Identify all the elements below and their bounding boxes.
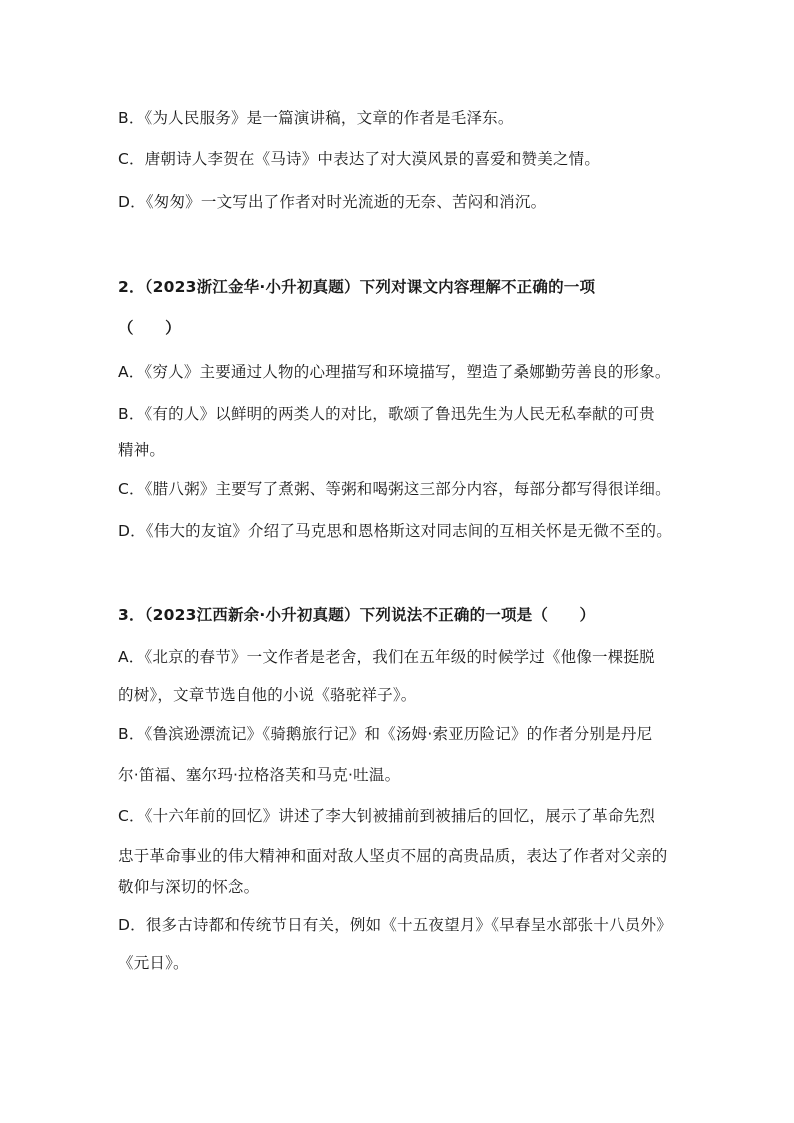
option-d-q3-line2: 《元日》。 <box>118 954 189 972</box>
option-b-q3-line2: 尔·笛福、塞尔玛·拉格洛芙和马克·吐温。 <box>118 766 401 784</box>
option-b-q2-line1: B．《有的人》以鲜明的两类人的对比，歌颂了鲁迅先生为人民无私奉献的可贵 <box>118 405 655 423</box>
option-a-q3-line2: 的树》，文章节选自他的小说《骆驼祥子》。 <box>118 686 417 704</box>
option-b-q2-line2: 精神。 <box>118 441 166 459</box>
option-d-q2: D．《伟大的友谊》介绍了马克思和恩格斯这对同志间的互相关怀是无微不至的。 <box>118 522 672 540</box>
option-c-q3-line2: 忠于革命事业的伟大精神和面对敌人坚贞不屈的高贵品质，表达了作者对父亲的 <box>118 847 668 865</box>
option-c-q3-line3: 敬仰与深切的怀念。 <box>118 878 260 896</box>
option-c-q1: C．唐朝诗人李贺在《马诗》中表达了对大漠风景的喜爱和赞美之情。 <box>118 150 601 168</box>
option-d-q1: D．《匆匆》一文写出了作者对时光流逝的无奈、苦闷和消沉。 <box>118 193 547 211</box>
option-b-q3-line1: B．《鲁滨逊漂流记》《骑鹅旅行记》和《汤姆·索亚历险记》的作者分别是丹尼 <box>118 725 653 743</box>
option-c-q2: C．《腊八粥》主要写了煮粥、等粥和喝粥这三部分内容，每部分都写得很详细。 <box>118 480 671 498</box>
option-c-q3-line1: C．《十六年前的回忆》讲述了李大钊被捕前到被捕后的回忆，展示了革命先烈 <box>118 807 656 825</box>
option-b-q1: B．《为人民服务》是一篇演讲稿，文章的作者是毛泽东。 <box>118 109 514 127</box>
option-a-q2: A．《穷人》主要通过人物的心理描写和环境描写，塑造了桑娜勤劳善良的形象。 <box>118 363 671 381</box>
question-2-answer-paren: （ ） <box>118 319 181 337</box>
question-3-title: 3．（2023江西新余·小升初真题）下列说法不正确的一项是（ ） <box>118 606 596 624</box>
option-a-q3-line1: A．《北京的春节》一文作者是老舍，我们在五年级的时候学过《他像一棵挺脱 <box>118 648 655 666</box>
question-2-title: 2．（2023浙江金华·小升初真题）下列对课文内容理解不正确的一项 <box>118 278 596 296</box>
option-d-q3-line1: D．很多古诗都和传统节日有关，例如《十五夜望月》《早春呈水部张十八员外》 <box>118 916 672 934</box>
